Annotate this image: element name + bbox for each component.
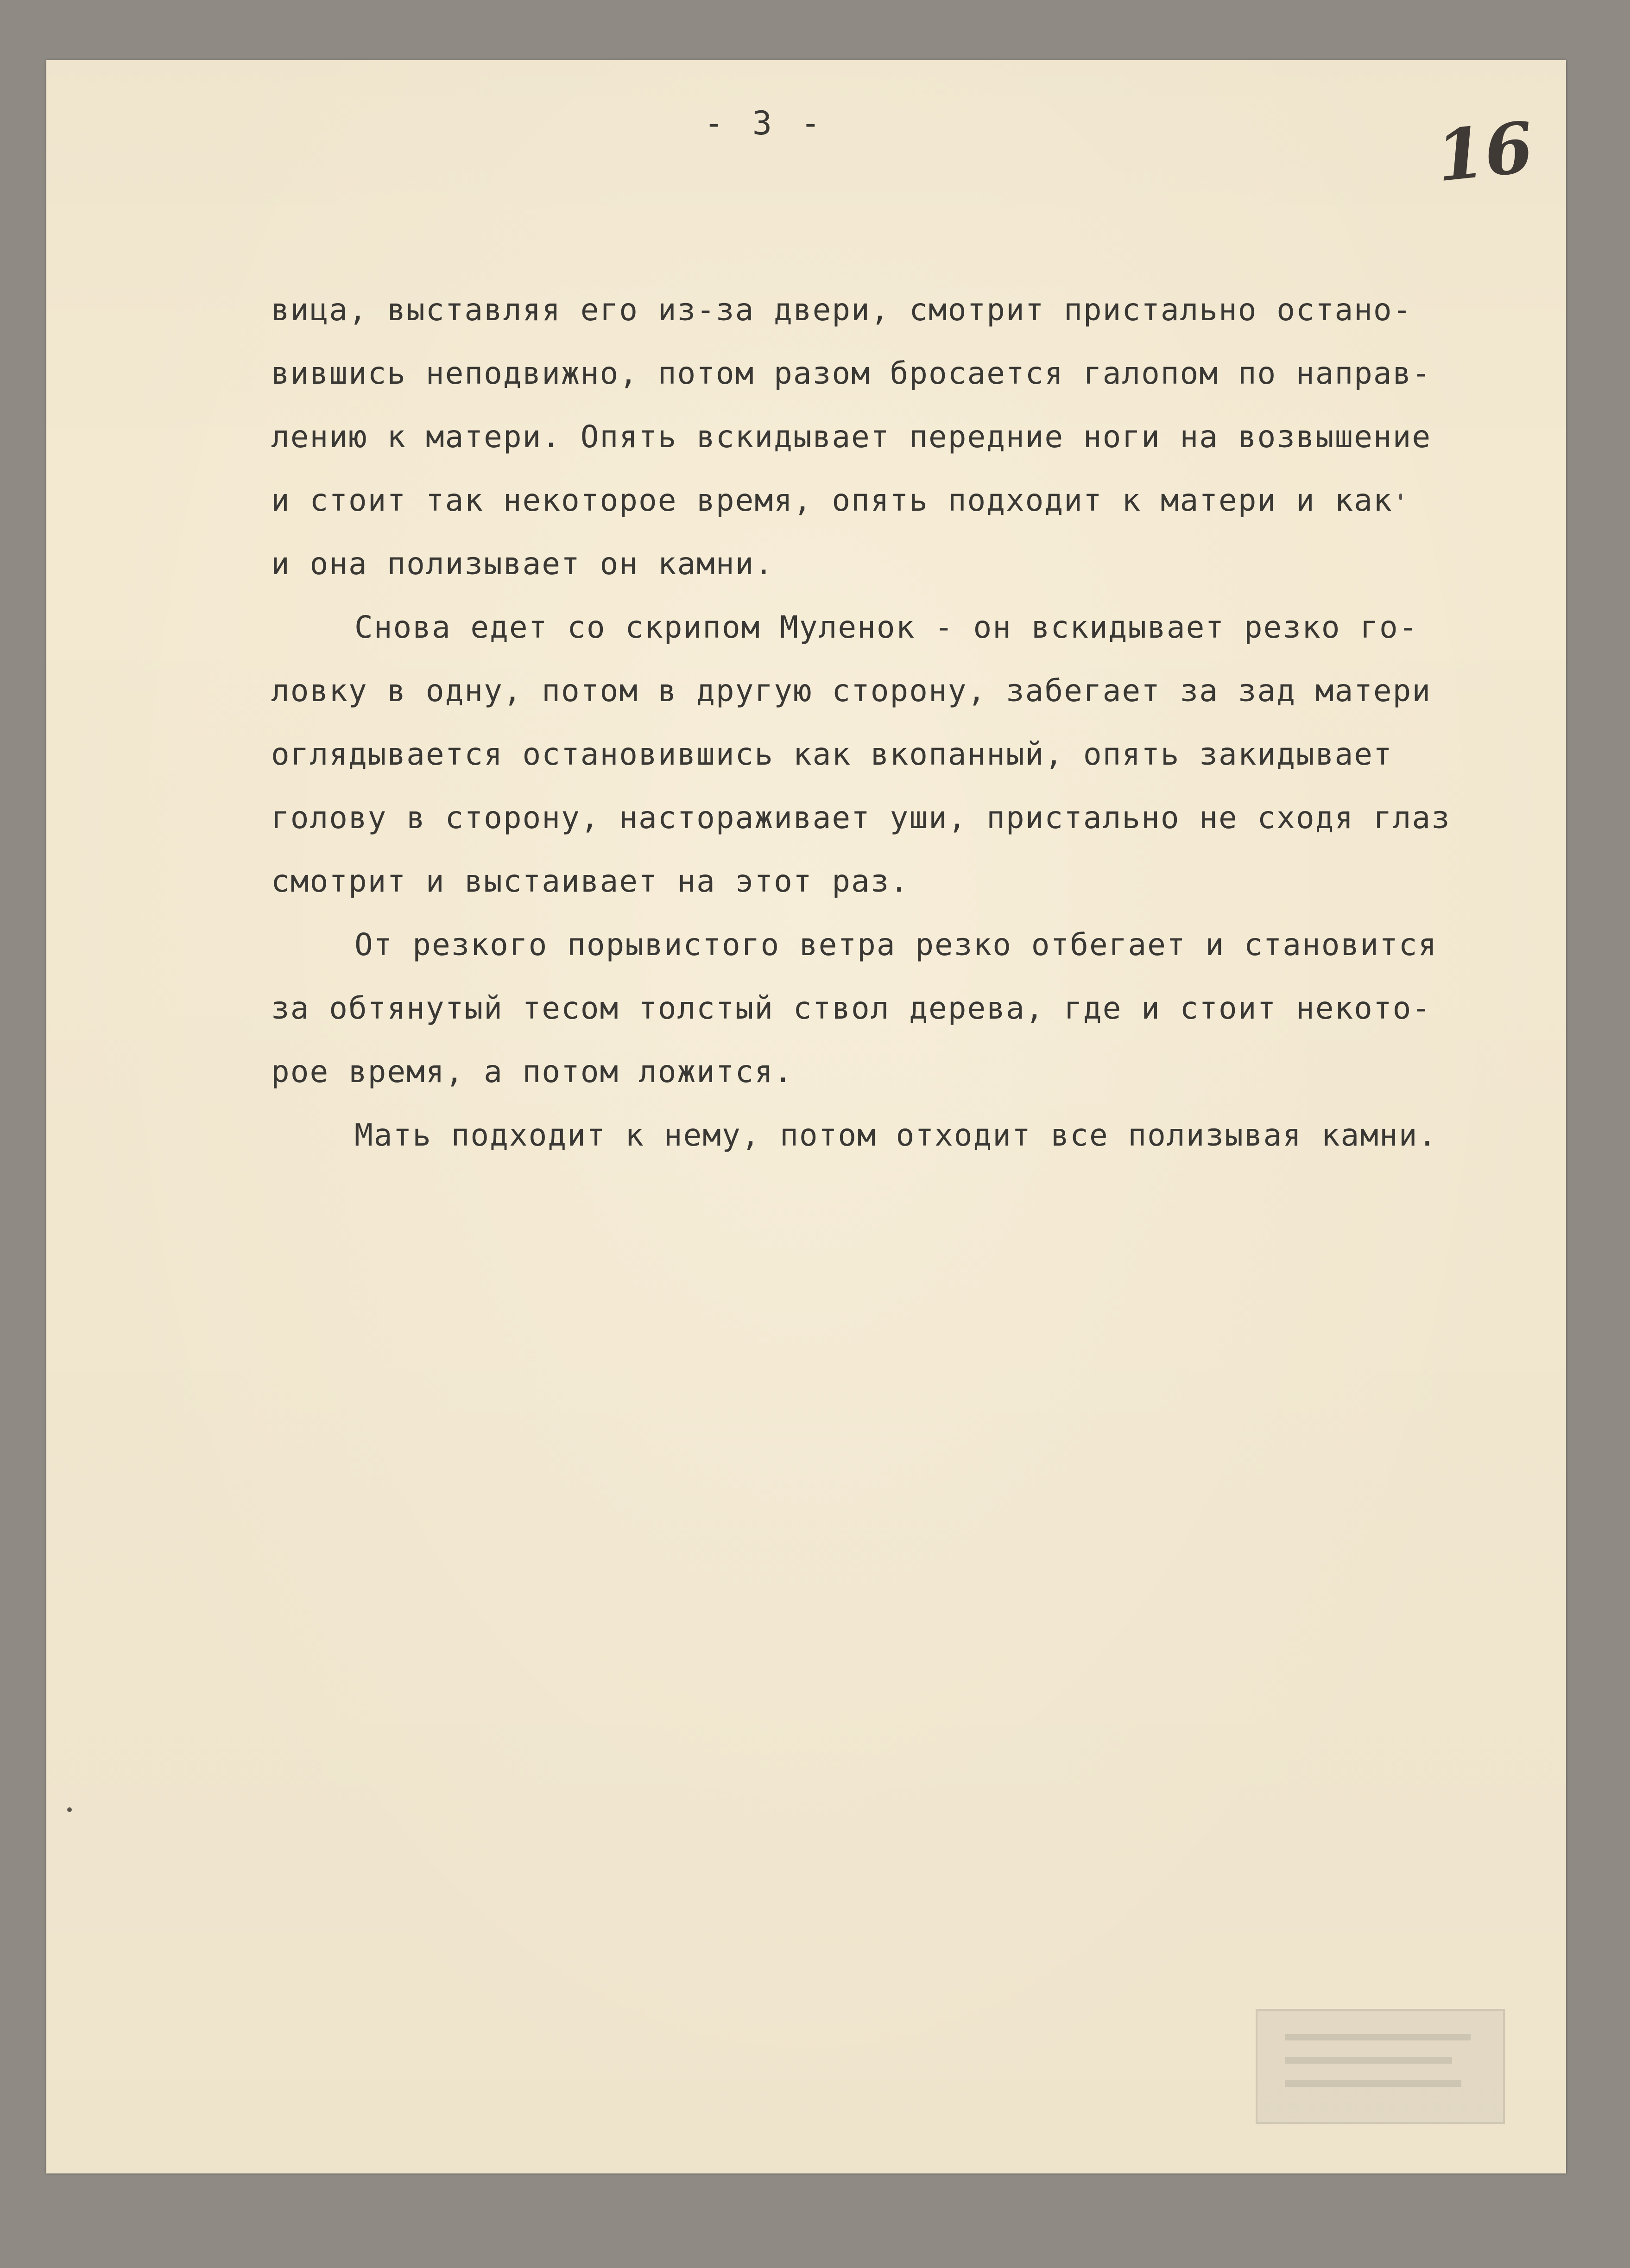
- text-line: рое время, а потом ложится.: [271, 1054, 793, 1090]
- stamp-mark: [1285, 2080, 1461, 2087]
- archive-stamp: [1256, 2009, 1505, 2124]
- text-line: От резкого порывистого ветра резко отбегает и становится: [354, 927, 1438, 963]
- paper-speck: [67, 1807, 72, 1812]
- typewritten-body: [271, 278, 1624, 1167]
- paragraph: [271, 596, 1624, 913]
- page-number: - 3 -: [704, 104, 825, 142]
- text-line: и она полизывает он камни.: [271, 546, 774, 582]
- text-line: и стоит так некоторое время, опять подходит к матери и как: [271, 482, 1393, 518]
- paragraph: [271, 278, 1624, 596]
- paragraph: [271, 913, 1624, 1103]
- stamp-mark: [1285, 2034, 1471, 2040]
- text-line: оглядывается остановившись как вкопанный, опять закидывает: [271, 736, 1393, 772]
- text-line: смотрит и выстаивает на этот раз.: [271, 863, 910, 899]
- text-line: Снова едет со скрипом Муленок - он вскидывает резко го-: [354, 609, 1418, 645]
- text-line: ловку в одну, потом в другую сторону, забегает за зад матери: [271, 673, 1432, 709]
- text-line: вившись неподвижно, потом разом бросается галопом по направ-: [271, 355, 1432, 391]
- handwritten-folio-number: 16: [1432, 106, 1537, 198]
- stamp-mark: [1285, 2057, 1452, 2064]
- text-line: вица, выставляя его из-за двери, смотрит пристально остано-: [271, 292, 1412, 328]
- text-line: за обтянутый тесом толстый ствол дерева, где и стоит некото-: [271, 990, 1432, 1026]
- text-line: лению к матери. Опять вскидывает передние ноги на возвышение: [271, 419, 1432, 455]
- text-line: голову в сторону, настораживает уши, пристально не сходя глаз: [271, 800, 1451, 836]
- paper-speck: [1399, 494, 1402, 500]
- document-page: [46, 60, 1566, 2173]
- paragraph: [271, 1103, 1624, 1167]
- text-line: Мать подходит к нему, потом отходит все полизывая камни.: [354, 1117, 1438, 1153]
